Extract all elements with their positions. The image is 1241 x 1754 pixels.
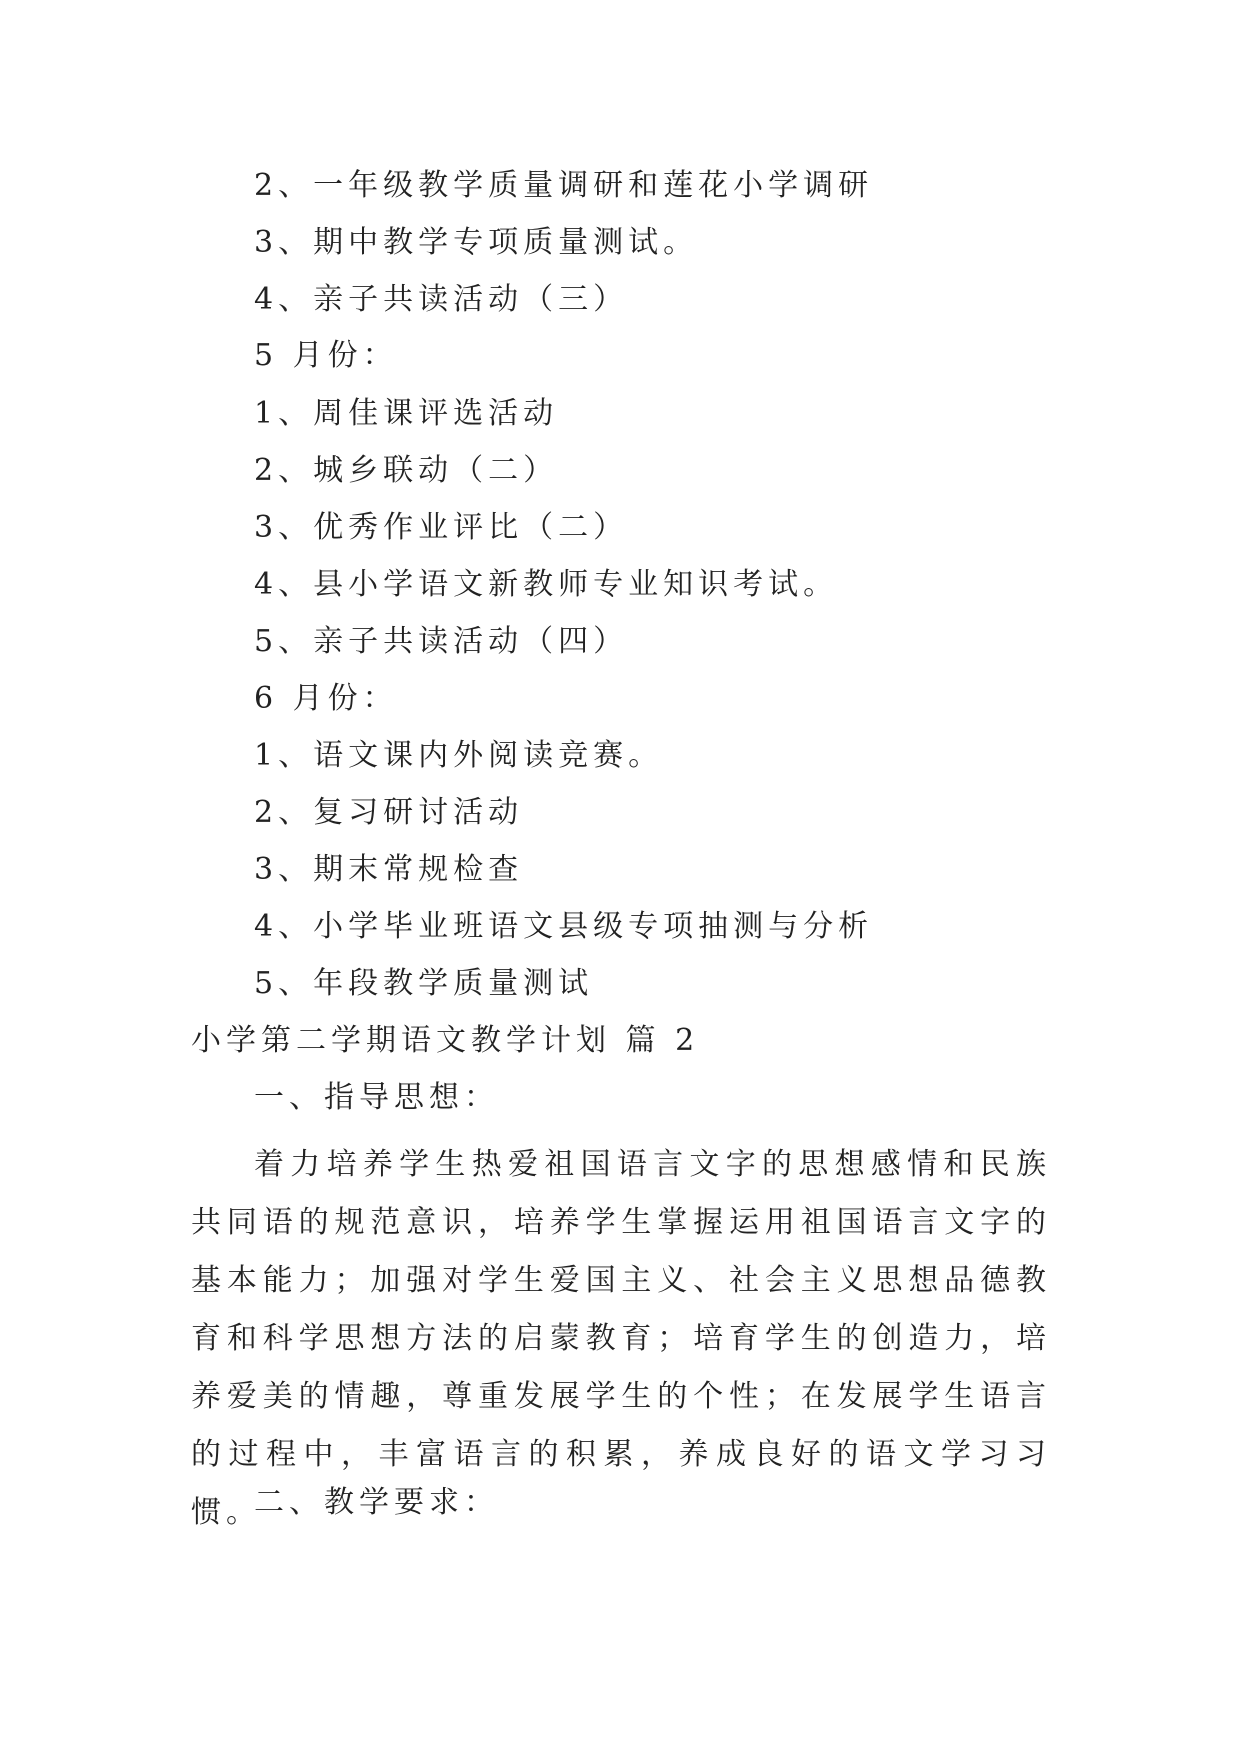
list-item: 3、优秀作业评比（二） [254,510,629,545]
list-item: 4、亲子共读活动（三） [254,282,629,317]
list-item: 2、复习研讨活动 [254,795,524,830]
list-item: 2、一年级教学质量调研和莲花小学调研 [254,168,874,203]
list-item: 2、城乡联动（二） [254,453,559,488]
list-item: 4、小学毕业班语文县级专项抽测与分析 [254,909,874,944]
list-item: 4、县小学语文新教师专业知识考试。 [254,567,839,602]
list-item: 5、年段教学质量测试 [254,966,594,1001]
list-item: 5、亲子共读活动（四） [254,624,629,659]
list-item: 3、期末常规检查 [254,852,524,887]
section-title: 小学第二学期语文教学计划 篇 2 [191,1023,700,1058]
paragraph-guiding-ideology: 着力培养学生热爱祖国语言文字的思想感情和民族共同语的规范意识，培养学生掌握运用祖国语言文字的基本能力；加强对学生爱国主义、社会主义思想品德教育和科学思想方法的启蒙教育；培育学生的创造力，培养爱美的情趣，尊重发展学生的个性；在发展学生语言的过程中，丰富语言的积累，养成良好的语文学习习惯。 [191,1147,1051,1530]
list-item: 1、周佳课评选活动 [254,396,559,431]
heading-guiding-ideology: 一、指导思想： [254,1080,499,1115]
heading-teaching-requirements: 二、教学要求： [254,1485,499,1520]
list-item: 1、语文课内外阅读竞赛。 [254,738,664,773]
list-item: 3、期中教学专项质量测试。 [254,225,699,260]
month-heading-june: 6 月份： [254,681,398,716]
month-heading-may: 5 月份： [254,338,398,373]
